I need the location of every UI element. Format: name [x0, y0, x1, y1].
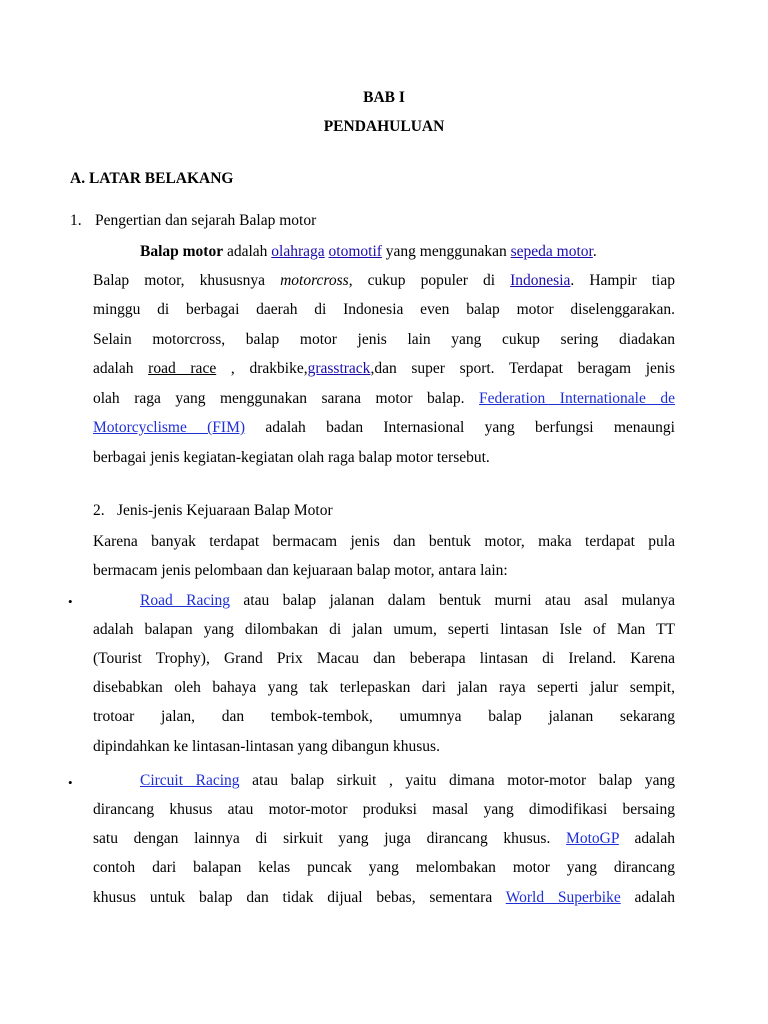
item-2-number: 2. — [93, 502, 105, 519]
link-world-superbike[interactable]: World Superbike — [505, 889, 621, 906]
text: , drakbike, — [216, 360, 308, 377]
bullet-1-line-2: adalah balapan yang dilombakan di jalan umum, seperti lintasan Isle of Man TT — [93, 621, 675, 638]
text: adalah — [618, 830, 675, 847]
paragraph-1-line-4: Selain motorcross, balap motor jenis lain yang cukup sering diadakan — [93, 331, 675, 348]
paragraph-1-line-6 — [93, 389, 675, 409]
section-heading: A. LATAR BELAKANG — [70, 170, 234, 187]
underlined-term: road race — [148, 360, 217, 377]
text: ,dan super sport. Terdapat beragam jenis — [370, 360, 675, 377]
bullet-2-line-2: dirancang khusus atau motor-motor produksi masal yang dimodifikasi bersaing — [93, 801, 675, 818]
text: adalah badan Internasional yang berfungsi menaungi — [245, 419, 675, 436]
link-otomotif[interactable]: otomotif — [328, 243, 382, 260]
chapter-subtitle: PENDAHULUAN — [323, 118, 445, 135]
text: adalah — [223, 243, 272, 260]
text: atau balap sirkuit , yaitu dimana motor-motor balap yang — [239, 772, 675, 789]
link-fim[interactable]: Federation Internationale de — [479, 390, 676, 407]
link-fim-cont[interactable]: Motorcyclisme (FIM) — [93, 419, 246, 436]
text: satu dengan lainnya di sirkuit yang juga dirancang khusus. — [93, 830, 567, 847]
text: Balap motor, khususnya — [93, 272, 281, 289]
paragraph-1-line-1 — [140, 242, 597, 262]
text: . Hampir tiap — [570, 272, 675, 289]
link-motogp[interactable]: MotoGP — [566, 830, 619, 847]
text: . — [592, 243, 597, 260]
paragraph-1-line-3: minggu di berbagai daerah di Indonesia even balap motor diselenggarakan. — [93, 301, 675, 318]
link-olahraga[interactable]: olahraga — [271, 243, 325, 260]
text: adalah — [620, 889, 675, 906]
bullet-icon: • — [68, 775, 73, 790]
bold-term: Balap motor — [140, 243, 224, 260]
link-road-racing[interactable]: Road Racing — [140, 592, 231, 609]
bullet-1-line-5: trotoar jalan, dan tembok-tembok, umumnya balap jalanan sekarang — [93, 708, 675, 725]
paragraph-2-line-2: bermacam jenis pelombaan dan kejuaraan balap motor, antara lain: — [93, 562, 508, 579]
paragraph-1-line-7 — [93, 418, 675, 438]
bullet-2-line-4: contoh dari balapan kelas puncak yang melombakan motor yang dirancang — [93, 859, 675, 876]
chapter-title: BAB I — [363, 89, 405, 106]
bullet-icon: • — [68, 594, 73, 609]
bullet-1-line-3: (Tourist Trophy), Grand Prix Macau dan beberapa lintasan di Ireland. Karena — [93, 650, 675, 667]
italic-term: motorcross — [280, 272, 349, 289]
bullet-2-line-1 — [140, 771, 675, 791]
item-2-heading: Jenis-jenis Kejuaraan Balap Motor — [117, 502, 333, 519]
paragraph-1-line-5 — [93, 359, 675, 379]
text: olah raga yang menggunakan sarana motor balap. — [93, 390, 480, 407]
text: atau balap jalanan dalam bentuk murni atau asal mulanya — [230, 592, 675, 609]
bullet-1-line-6: dipindahkan ke lintasan-lintasan yang dibangun khusus. — [93, 738, 440, 755]
bullet-1-line-4: disebabkan oleh bahaya yang tak terlepaskan dari jalan raya seperti jalur sempit, — [93, 679, 675, 696]
text: , cukup populer di — [348, 272, 511, 289]
bullet-2-line-3 — [93, 829, 675, 849]
item-1-number: 1. — [70, 212, 82, 229]
bullet-1-line-1 — [140, 591, 675, 611]
paragraph-1-line-2 — [93, 271, 675, 291]
text: adalah — [93, 360, 149, 377]
paragraph-2-line-1: Karena banyak terdapat bermacam jenis dan bentuk motor, maka terdapat pula — [93, 533, 675, 550]
item-1-heading: Pengertian dan sejarah Balap motor — [95, 212, 317, 229]
link-circuit-racing[interactable]: Circuit Racing — [140, 772, 240, 789]
link-indonesia[interactable]: Indonesia — [510, 272, 571, 289]
link-grasstrack[interactable]: grasstrack — [307, 360, 371, 377]
paragraph-1-line-8: berbagai jenis kegiatan-kegiatan olah raga balap motor tersebut. — [93, 449, 490, 466]
text: khusus untuk balap dan tidak dijual bebas, sementara — [93, 889, 506, 906]
bullet-2-line-5 — [93, 888, 675, 908]
link-sepeda-motor[interactable]: sepeda motor — [510, 243, 593, 260]
text: yang menggunakan — [381, 243, 511, 260]
